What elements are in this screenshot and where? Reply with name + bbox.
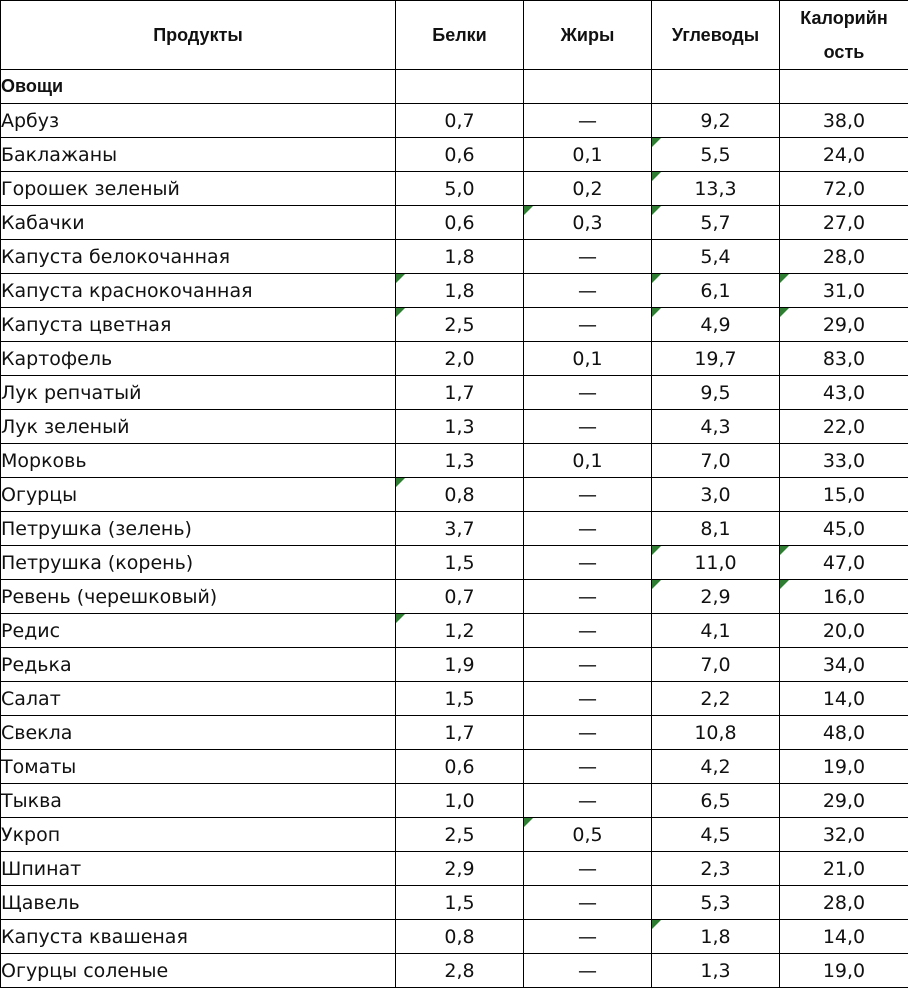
cell-fat: — [524,104,652,138]
cell-carbs: 2,2 [652,682,780,716]
cell-carbs: 9,5 [652,376,780,410]
header-calories-line1: Калорийн [800,8,888,28]
cell-calories: 83,0 [780,342,908,376]
cell-fat: — [524,614,652,648]
cell-fat: — [524,512,652,546]
cell-fat: — [524,920,652,954]
table-row [1,920,908,954]
cell-calories: 29,0 [780,784,908,818]
table-row [1,444,908,478]
cell-fat: — [524,886,652,920]
cell-carbs: 5,4 [652,240,780,274]
cell-name: Морковь [1,444,396,478]
table-row [1,274,908,308]
cell-calories: 38,0 [780,104,908,138]
table-row [1,410,908,444]
cell-fat: — [524,546,652,580]
table-row [1,240,908,274]
section-title: Овощи [1,70,396,104]
cell-carbs: 5,7 [652,206,780,240]
cell-carbs: 4,9 [652,308,780,342]
cell-fat: — [524,716,652,750]
cell-fat: — [524,580,652,614]
cell-protein: 1,3 [396,410,524,444]
cell-name: Шпинат [1,852,396,886]
cell-fat: — [524,750,652,784]
table-row [1,546,908,580]
cell-calories: 34,0 [780,648,908,682]
cell-calories: 45,0 [780,512,908,546]
cell-calories: 24,0 [780,138,908,172]
table-row [1,104,908,138]
cell-name: Кабачки [1,206,396,240]
table-row [1,852,908,886]
cell-carbs: 7,0 [652,648,780,682]
cell-carbs: 8,1 [652,512,780,546]
cell-name: Капуста краснокочанная [1,274,396,308]
table-row [1,172,908,206]
section-empty-cell [524,70,652,104]
cell-fat: — [524,852,652,886]
cell-calories: 22,0 [780,410,908,444]
cell-carbs: 3,0 [652,478,780,512]
cell-calories: 19,0 [780,954,908,988]
cell-protein: 5,0 [396,172,524,206]
cell-name: Щавель [1,886,396,920]
header-fat: Жиры [524,1,652,70]
header-carbs: Углеводы [652,1,780,70]
cell-carbs: 1,3 [652,954,780,988]
cell-protein: 1,5 [396,682,524,716]
cell-calories: 28,0 [780,240,908,274]
cell-protein: 2,5 [396,308,524,342]
cell-name: Петрушка (зелень) [1,512,396,546]
cell-name: Огурцы соленые [1,954,396,988]
cell-calories: 19,0 [780,750,908,784]
cell-calories: 15,0 [780,478,908,512]
cell-fat: — [524,682,652,716]
cell-carbs: 1,8 [652,920,780,954]
cell-calories: 72,0 [780,172,908,206]
cell-calories: 29,0 [780,308,908,342]
table-row [1,342,908,376]
cell-carbs: 5,5 [652,138,780,172]
cell-fat: — [524,954,652,988]
cell-carbs: 6,5 [652,784,780,818]
cell-name: Петрушка (корень) [1,546,396,580]
cell-fat: 0,5 [524,818,652,852]
cell-calories: 48,0 [780,716,908,750]
cell-protein: 1,2 [396,614,524,648]
cell-calories: 28,0 [780,886,908,920]
cell-protein: 1,8 [396,240,524,274]
cell-protein: 0,8 [396,478,524,512]
table-row [1,614,908,648]
cell-protein: 1,5 [396,546,524,580]
cell-protein: 0,6 [396,750,524,784]
table-row [1,512,908,546]
table-row [1,580,908,614]
cell-name: Укроп [1,818,396,852]
cell-name: Капуста квашеная [1,920,396,954]
cell-protein: 2,9 [396,852,524,886]
cell-calories: 32,0 [780,818,908,852]
table-row [1,308,908,342]
cell-carbs: 2,9 [652,580,780,614]
cell-fat: — [524,410,652,444]
cell-fat: — [524,274,652,308]
cell-fat: 0,1 [524,444,652,478]
cell-protein: 3,7 [396,512,524,546]
section-empty-cell [780,70,908,104]
header-product: Продукты [1,1,396,70]
cell-fat: 0,3 [524,206,652,240]
cell-protein: 0,7 [396,104,524,138]
cell-name: Свекла [1,716,396,750]
cell-protein: 2,8 [396,954,524,988]
cell-carbs: 4,2 [652,750,780,784]
cell-carbs: 10,8 [652,716,780,750]
header-calories-line2: ость [823,42,865,62]
cell-carbs: 4,3 [652,410,780,444]
table-row [1,648,908,682]
cell-protein: 1,7 [396,716,524,750]
table-row [1,784,908,818]
section-empty-cell [396,70,524,104]
cell-protein: 0,6 [396,206,524,240]
cell-name: Тыква [1,784,396,818]
cell-protein: 2,5 [396,818,524,852]
cell-calories: 31,0 [780,274,908,308]
cell-protein: 1,7 [396,376,524,410]
cell-name: Баклажаны [1,138,396,172]
cell-protein: 1,9 [396,648,524,682]
cell-fat: 0,1 [524,342,652,376]
cell-name: Горошек зеленый [1,172,396,206]
cell-protein: 0,6 [396,138,524,172]
section-row [1,70,908,104]
cell-calories: 43,0 [780,376,908,410]
cell-carbs: 11,0 [652,546,780,580]
cell-name: Капуста белокочанная [1,240,396,274]
cell-name: Лук репчатый [1,376,396,410]
cell-calories: 16,0 [780,580,908,614]
cell-name: Арбуз [1,104,396,138]
cell-calories: 21,0 [780,852,908,886]
cell-fat: — [524,308,652,342]
cell-name: Капуста цветная [1,308,396,342]
cell-name: Редька [1,648,396,682]
cell-fat: — [524,478,652,512]
cell-protein: 2,0 [396,342,524,376]
table-row [1,206,908,240]
cell-protein: 0,7 [396,580,524,614]
cell-fat: — [524,376,652,410]
cell-protein: 1,3 [396,444,524,478]
section-empty-cell [652,70,780,104]
cell-carbs: 13,3 [652,172,780,206]
cell-fat: — [524,784,652,818]
cell-calories: 14,0 [780,682,908,716]
table-row [1,954,908,988]
table-row [1,716,908,750]
cell-calories: 27,0 [780,206,908,240]
cell-fat: 0,2 [524,172,652,206]
cell-calories: 20,0 [780,614,908,648]
cell-carbs: 4,5 [652,818,780,852]
table-row [1,682,908,716]
cell-protein: 1,8 [396,274,524,308]
cell-protein: 1,0 [396,784,524,818]
cell-fat: — [524,648,652,682]
cell-carbs: 4,1 [652,614,780,648]
cell-carbs: 9,2 [652,104,780,138]
cell-name: Редис [1,614,396,648]
cell-name: Салат [1,682,396,716]
table-row [1,886,908,920]
cell-name: Ревень (черешковый) [1,580,396,614]
cell-carbs: 6,1 [652,274,780,308]
cell-name: Томаты [1,750,396,784]
cell-calories: 14,0 [780,920,908,954]
table-row [1,478,908,512]
table-row [1,750,908,784]
cell-carbs: 19,7 [652,342,780,376]
cell-carbs: 2,3 [652,852,780,886]
table-row [1,818,908,852]
cell-carbs: 5,3 [652,886,780,920]
cell-protein: 0,8 [396,920,524,954]
cell-carbs: 7,0 [652,444,780,478]
header-protein: Белки [396,1,524,70]
table-row [1,138,908,172]
cell-fat: — [524,240,652,274]
cell-name: Картофель [1,342,396,376]
cell-fat: 0,1 [524,138,652,172]
header-calories [780,1,908,70]
cell-name: Лук зеленый [1,410,396,444]
header-row [1,1,908,70]
cell-calories: 33,0 [780,444,908,478]
cell-name: Огурцы [1,478,396,512]
cell-protein: 1,5 [396,886,524,920]
cell-calories: 47,0 [780,546,908,580]
table-row [1,376,908,410]
